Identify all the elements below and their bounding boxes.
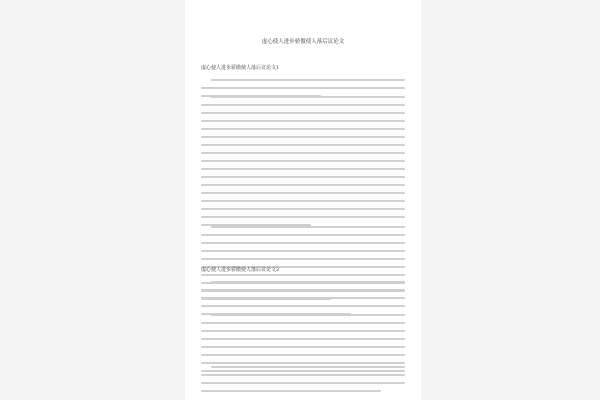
body-paragraph <box>201 366 405 398</box>
section-heading-2: 虚心使人进步骄傲使人落后议论文2 <box>201 267 280 273</box>
document-page <box>185 0 421 400</box>
section-heading-1: 虚心使人进步骄傲使人落后议论文1 <box>201 65 280 71</box>
document-title: 虚心使人进步骄傲使人落后议论文 <box>261 39 345 45</box>
